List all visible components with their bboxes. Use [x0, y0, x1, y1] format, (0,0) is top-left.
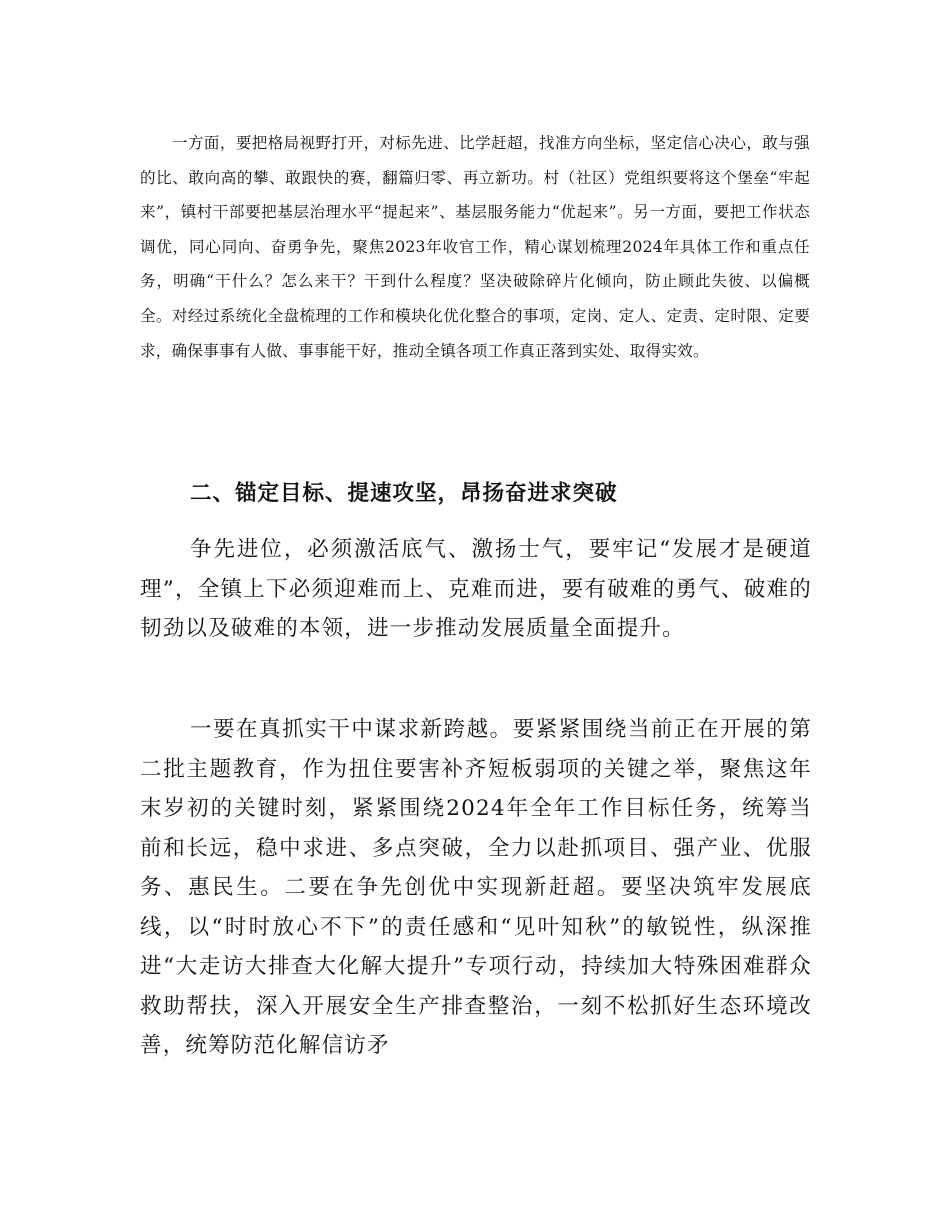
paragraph-work-arrangement: 一方面，要把格局视野打开，对标先进、比学赶超，找准方向坐标，坚定信心决心，敢与强的比、敢向高的攀、敢跟快的赛，翻篇归零、再立新功。村（社区）党组织要将这个堡垒“牢起来”，镇村干部要把基层治理水平“提起来”、基层服务能力“优起来”。另一方面，要把工作状态调优，同心同向、奋勇争先，聚焦2023年收官工作，精心谋划梳理2024年具体工作和重点任务，明确“干什么？怎么来干？干到什么程度？坚决破除碎片化倾向，防止顾此失彼、以偏概全。对经过系统化全盘梳理的工作和模块化优化整合的事项，定岗、定人、定责、定时限、定要求，确保事事有人做、事事能干好，推动全镇各项工作真正落到实处、取得实效。 [140, 134, 810, 360]
paragraph-strive-for-progress: 争先进位，必须激活底气、激扬士气，要牢记“发展才是硬道理”，全镇上下必须迎难而上、克难而进，要有破难的勇气、破难的韧劲以及破难的本领，进一步推动发展质量全面提升。 [140, 537, 812, 641]
section-heading-2: 二、锚定目标、提速攻坚，昂扬奋进求突破 [190, 481, 618, 506]
paragraph-new-leap: 一要在真抓实干中谋求新跨越。要紧紧围绕当前正在开展的第二批主题教育，作为扭住要害补齐短板弱项的关键之举，聚焦这年末岁初的关键时刻，紧紧围绕2024年全年工作目标任务，统筹当前和长远，稳中求进、多点突破，全力以赴抓项目、强产业、优服务、惠民生。二要在争先创优中实现新赶超。要坚决筑牢发展底线，以“时时放心不下”的责任感和“见叶知秋”的敏锐性，纵深推进“大走访大排查大化解大提升”专项行动，持续加大特殊困难群众救助帮扶，深入开展安全生产排查整治，一刻不松抓好生态环境改善，统筹防范化解信访矛 [140, 717, 812, 1058]
